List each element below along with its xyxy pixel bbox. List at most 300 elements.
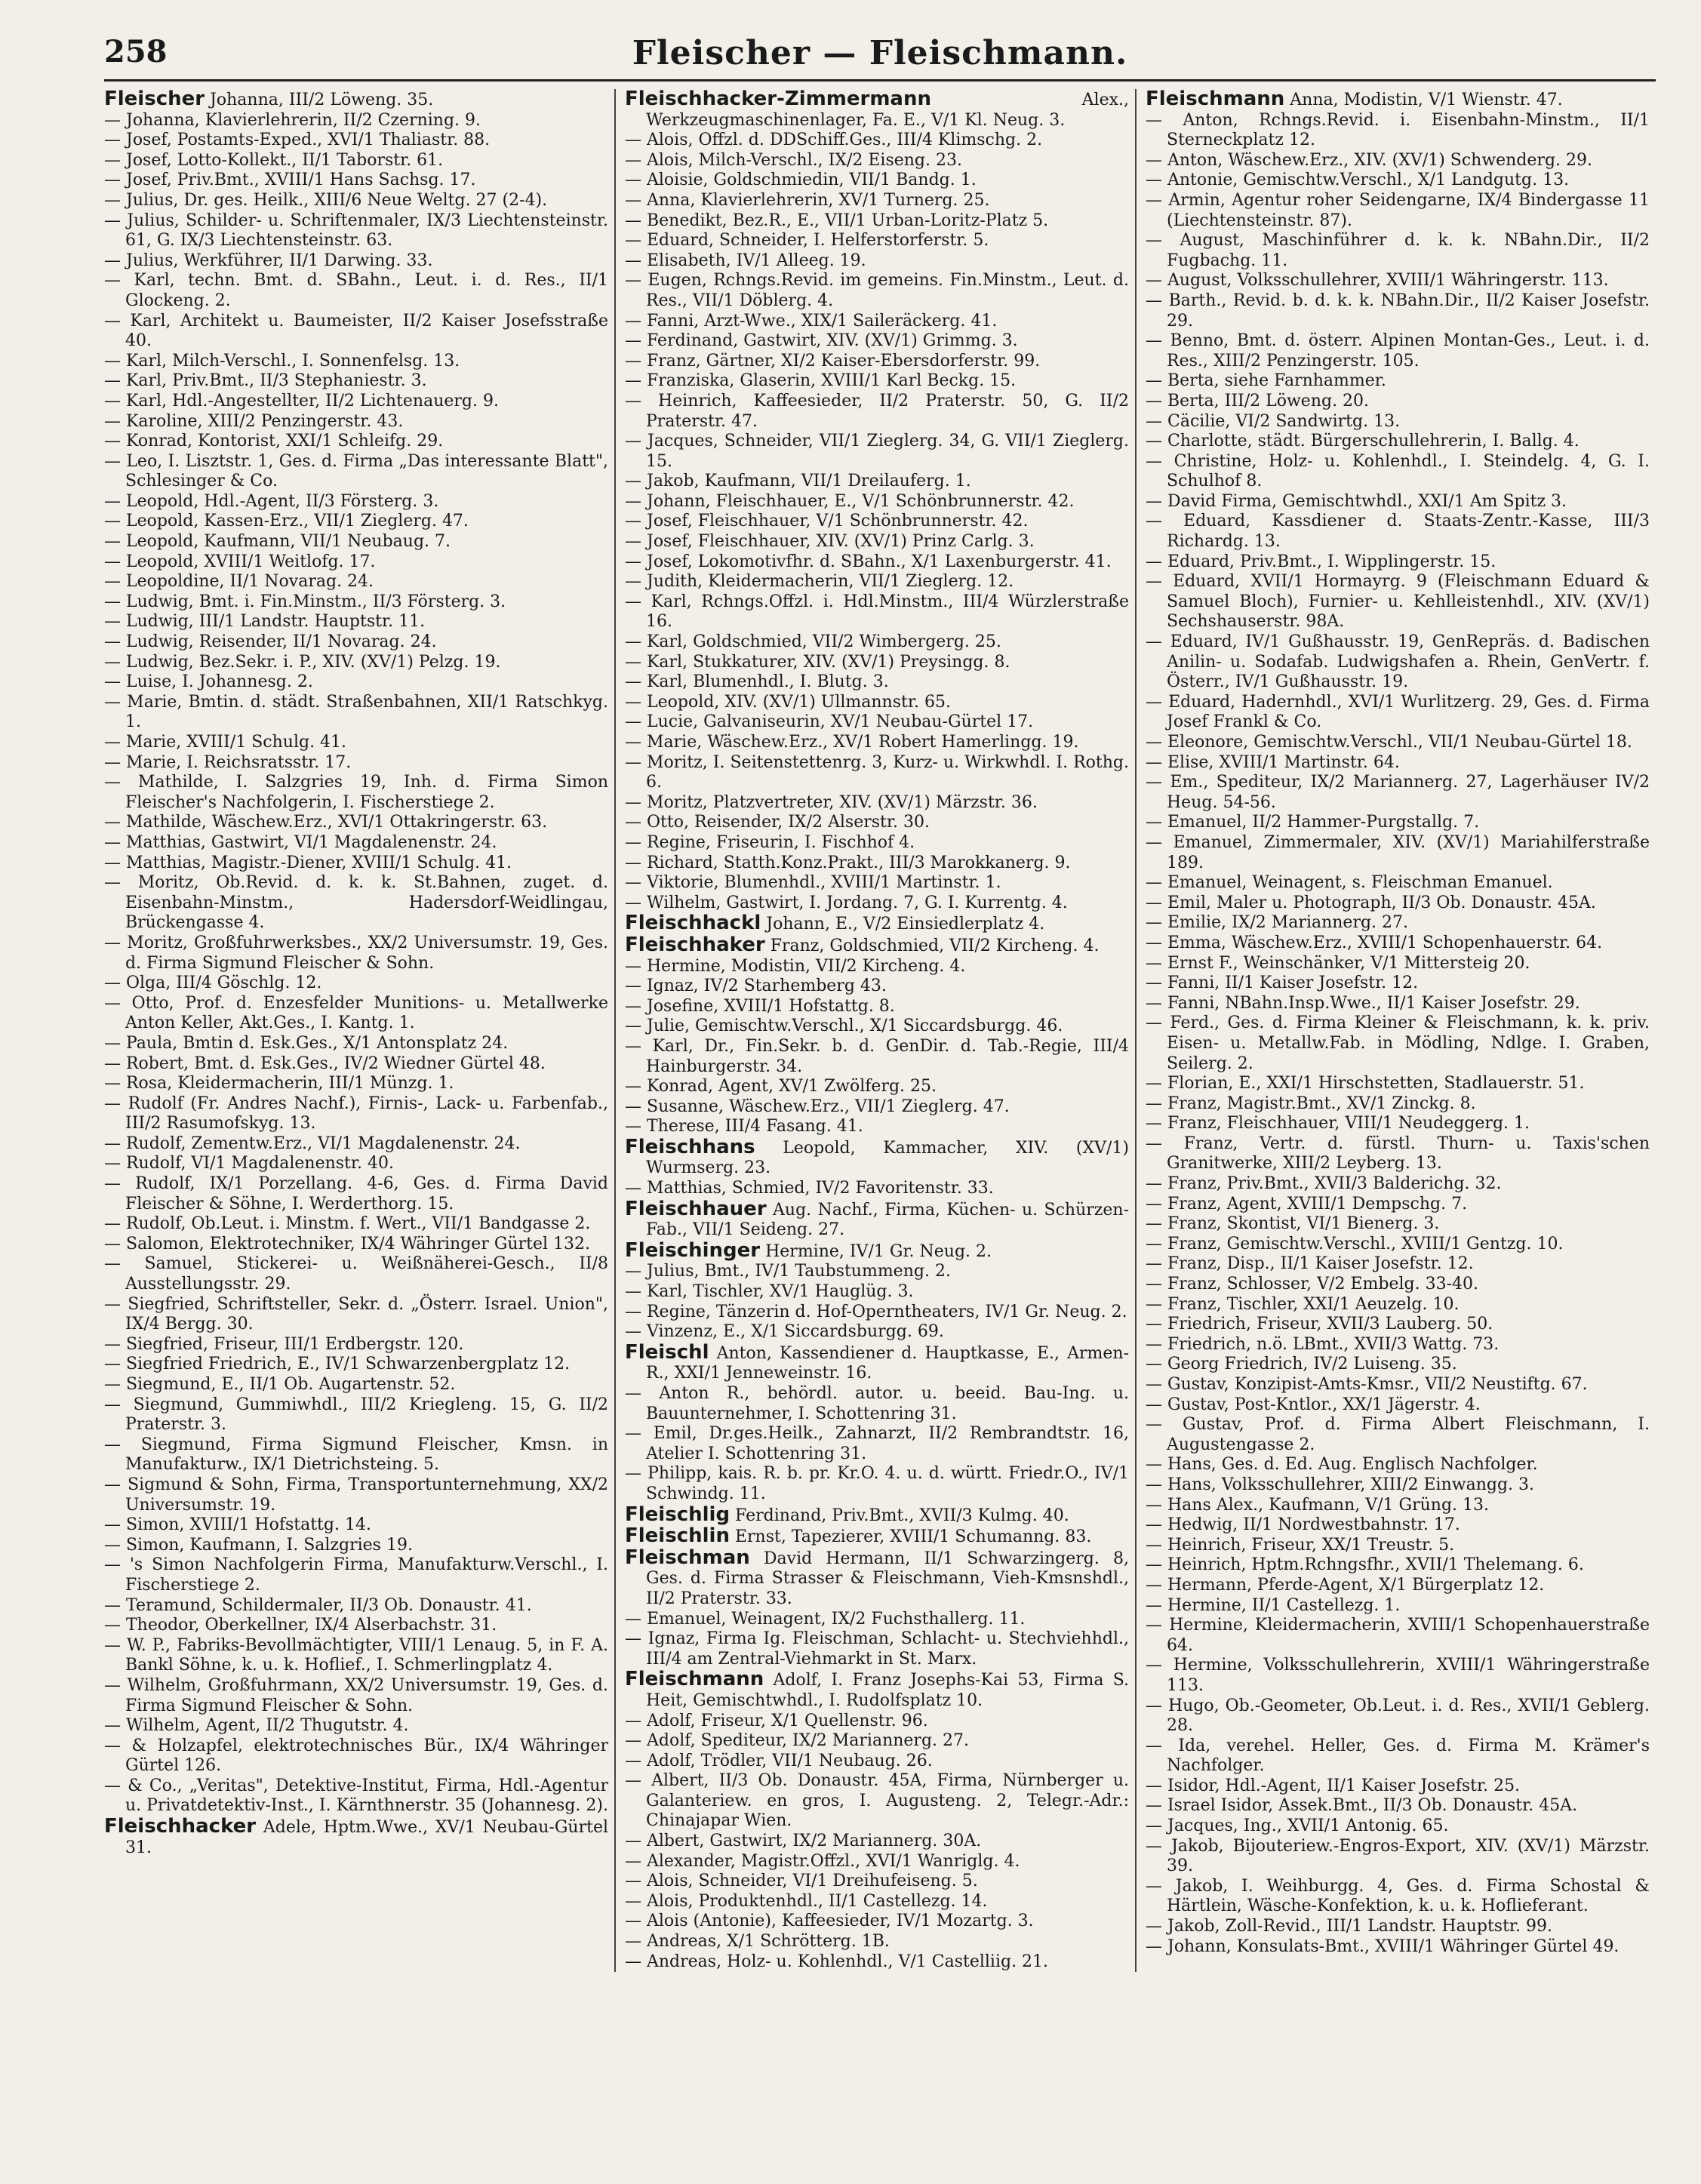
directory-entry (625, 1752, 1129, 1772)
entry-text: — Rosa, Kleidermacherin, III/1 Münzg. 1. (104, 1074, 454, 1094)
entry-text: Alex., Werkzeugmaschinenlager, Fa. E., V/1 Kl. Neug. 3. (646, 91, 1129, 130)
directory-entry (1146, 1475, 1650, 1496)
directory-entry (104, 1094, 608, 1134)
entry-text: — 's Simon Nachfolgerin Firma, Manufakturw.Verschl., I. Fischerstiege 2. (104, 1555, 608, 1595)
directory-entry (625, 592, 1129, 632)
directory-entry (104, 1816, 608, 1858)
directory-entry (1146, 572, 1650, 632)
entry-text: — Jakob, I. Weihburgg. 4, Ges. d. Firma Schostal & Härtlein, Wäsche-Konfektion, k. u. k. Hoflieferant. (1146, 1876, 1650, 1916)
entry-surname: Fleischhackl (625, 912, 761, 935)
entry-text: — Jakob, Kaufmann, VII/1 Dreilauferg. 1. (625, 472, 971, 491)
entry-text: Anton, Kassendiener d. Hauptkasse, E., Armen-R., XXI/1 Jenneweinstr. 16. (646, 1343, 1129, 1383)
directory-entry (625, 231, 1129, 251)
entry-surname: Fleischlin (625, 1524, 730, 1548)
entry-text: — Josefine, XVIII/1 Hofstattg. 8. (625, 996, 895, 1016)
entry-text: Ferdinand, Priv.Bmt., XVII/3 Kulmg. 40. (730, 1506, 1069, 1525)
entry-text: — Josef, Lokomotivfhr. d. SBahn., X/1 Laxenburgerstr. 41. (625, 552, 1112, 571)
entry-text: — Fanni, II/1 Kaiser Josefstr. 12. (1146, 974, 1419, 993)
entry-text: — Hermann, Pferde-Agent, X/1 Bürgerplatz 12. (1146, 1575, 1545, 1595)
entry-text: — Johanna, Klavierlehrerin, II/2 Czerning. 9. (104, 110, 481, 130)
entry-text: — Wilhelm, Großfuhrmann, XX/2 Universumstr. 19, Ges. d. Firma Sigmund Fleischer & Sohn. (104, 1675, 608, 1715)
entry-text: — Karl, Dr., Fin.Sekr. b. d. GenDir. d. Tab.-Regie, III/4 Hainburgerstr. 34. (625, 1036, 1129, 1076)
entry-text: — Siegmund, Firma Sigmund Fleischer, Kmsn. in Manufakturw., IX/1 Dietrichsteing. 5. (104, 1435, 608, 1475)
entry-text: — Salomon, Elektrotechniker, IX/4 Währinger Gürtel 132. (104, 1234, 590, 1253)
directory-entry (104, 934, 608, 974)
entry-text: — Julius, Werkführer, II/1 Darwing. 33. (104, 251, 433, 270)
entry-text: — Franz, Priv.Bmt., XVII/3 Balderichg. 32. (1146, 1174, 1502, 1194)
directory-entry (104, 1034, 608, 1054)
entry-text: — Karl, Priv.Bmt., II/3 Stephaniestr. 3. (104, 371, 427, 391)
directory-entry (104, 1536, 608, 1556)
entry-text: — Ludwig, Reisender, II/1 Novarag. 24. (104, 632, 437, 652)
directory-entry (625, 512, 1129, 532)
directory-entry (625, 1097, 1129, 1118)
directory-entry (104, 813, 608, 833)
entry-text: — August, Volksschullehrer, XVIII/1 Währingerstr. 113. (1146, 271, 1609, 291)
entry-text: — Hans, Volksschullehrer, XIII/2 Einwangg. 3. (1146, 1475, 1535, 1494)
entry-text: — Karl, Stukkaturer, XIV. (XV/1) Preysingg. 8. (625, 652, 1010, 672)
directory-entry (625, 371, 1129, 392)
directory-entry (625, 1669, 1129, 1711)
directory-entry (104, 632, 608, 653)
directory-entry (625, 894, 1129, 914)
directory-entry (1146, 1816, 1650, 1837)
entry-text: — Otto, Reisender, IX/2 Alserstr. 30. (625, 813, 930, 832)
directory-entry (625, 1526, 1129, 1548)
directory-entry (625, 833, 1129, 854)
entry-text: — Ernst F., Weinschänker, V/1 Mittersteig 20. (1146, 953, 1530, 973)
directory-entry (625, 211, 1129, 232)
directory-entry (1146, 913, 1650, 934)
entry-text: — Israel Isidor, Assek.Bmt., II/3 Ob. Donaustr. 45A. (1146, 1796, 1578, 1816)
entry-text: — Lucie, Galvaniseurin, XV/1 Neubau-Gürtel 17. (625, 712, 1034, 732)
directory-entry (625, 552, 1129, 573)
directory-entry (1146, 1596, 1650, 1616)
directory-entry (625, 131, 1129, 151)
entry-text: — Julie, Gemischtw.Verschl., X/1 Siccardsburgg. 46. (625, 1017, 1063, 1036)
directory-entry (104, 1174, 608, 1214)
directory-entry (625, 352, 1129, 372)
entry-text: — Susanne, Wäschew.Erz., VII/1 Zieglerg. 47. (625, 1097, 1010, 1116)
entry-text: — Friedrich, Friseur, XVII/3 Lauberg. 50. (1146, 1315, 1493, 1334)
directory-entry (625, 1852, 1129, 1872)
directory-entry (1146, 191, 1650, 231)
entry-text: — Paula, Bmtin d. Esk.Ges., X/1 Antonsplatz 24. (104, 1033, 509, 1053)
entry-text: — Ludwig, Bmt. i. Fin.Minstm., II/3 Försterg. 3. (104, 592, 506, 611)
directory-entry (104, 111, 608, 131)
entry-text: — Julius, Dr. ges. Heilk., XIII/6 Neue Weltg. 27 (2-4). (104, 190, 548, 210)
entry-text: — Leopold, Kaufmann, VII/1 Neubaug. 7. (104, 532, 451, 552)
directory-entry (104, 512, 608, 532)
entry-text: — Franz, Fleischhauer, VIII/1 Neudeggerg. 1. (1146, 1114, 1530, 1134)
directory-entry (625, 672, 1129, 693)
entry-text: — Matthias, Schmied, IV/2 Favoritenstr. 33. (625, 1179, 994, 1198)
entry-text: — Alexander, Magistr.Offzl., XVI/1 Wanriglg. 4. (625, 1851, 1020, 1871)
entry-text: — Anton, Wäschew.Erz., XIV. (XV/1) Schwenderg. 29. (1146, 150, 1593, 170)
directory-entry (104, 1596, 608, 1616)
directory-entry (104, 753, 608, 774)
entry-text: — & Co., „Veritas", Detektive-Institut, Firma, Hdl.-Agentur u. Privatdetektiv-Inst., I. Kärnthnerstr. 35 (Johannesg. 2). (104, 1776, 608, 1816)
entry-text: Franz, Goldschmied, VII/2 Kircheng. 4. (764, 936, 1100, 955)
directory-entry (1146, 1455, 1650, 1475)
directory-entry (1146, 1014, 1650, 1074)
directory-entry (1146, 1917, 1650, 1937)
entry-text: — Rudolf, Ob.Leut. i. Minstm. f. Wert., VII/1 Bandgasse 2. (104, 1214, 591, 1234)
entry-text: — Elise, XVIII/1 Martinstr. 64. (1146, 752, 1400, 772)
directory-entry (104, 552, 608, 573)
entry-text: — Eduard, IV/1 Gußhausstr. 19, GenRepräs. d. Badischen Anilin- u. Sodafab. Ludwigshafen a. Rhein, GenVertr. f. Österr., IV/1 Gußhausstr. 19. (1146, 632, 1650, 692)
entry-text: — Emil, Dr.ges.Heilk., Zahnarzt, II/2 Rembrandtstr. 16, Atelier I. Schottenring 31. (625, 1424, 1129, 1463)
entry-text: — Berta, III/2 Löweng. 20. (1146, 391, 1370, 411)
directory-entry (1146, 271, 1650, 291)
directory-entry (625, 1892, 1129, 1912)
directory-entry (1146, 1275, 1650, 1295)
directory-entry (625, 1932, 1129, 1952)
entry-text: — Adolf, Friseur, X/1 Quellenstr. 96. (625, 1711, 928, 1730)
entry-text: — Ignaz, Firma Ig. Fleischman, Schlacht- u. Stechviehhdl., III/4 am Zentral-Viehmarkt in St. Marx. (625, 1629, 1129, 1669)
entry-text: — Berta, siehe Farnhammer. (1146, 371, 1386, 391)
entry-text: — Rudolf, IX/1 Porzellang. 4-6, Ges. d. Firma David Fleischer & Söhne, I. Werderthorg. 15. (104, 1174, 608, 1214)
directory-entry (625, 693, 1129, 713)
entry-surname: Fleischmann (625, 1668, 764, 1691)
page-number: 258 (104, 34, 168, 69)
directory-entry (625, 1303, 1129, 1323)
directory-entry (1146, 693, 1650, 733)
entry-text: — Moritz, Platzvertreter, XIV. (XV/1) Märzstr. 36. (625, 792, 1038, 812)
directory-entry (104, 211, 608, 251)
directory-entry (625, 1505, 1129, 1527)
entry-text: — Franz, Magistr.Bmt., XV/1 Zinckg. 8. (1146, 1094, 1476, 1113)
directory-entry (1146, 1375, 1650, 1395)
directory-entry (625, 793, 1129, 814)
directory-entry (625, 753, 1129, 793)
directory-entry (104, 1716, 608, 1736)
directory-entry (1146, 873, 1650, 894)
entry-text: — Fanni, Arzt-Wwe., XIX/1 Saileräckerg. 41. (625, 311, 998, 331)
entry-text: — Franz, Tischler, XXI/1 Aeuzelg. 10. (1146, 1294, 1460, 1314)
directory-entry (625, 331, 1129, 352)
directory-entry (104, 392, 608, 412)
entry-text: — Josef, Priv.Bmt., XVIII/1 Hans Sachsg. 17. (104, 171, 476, 190)
entry-text: — Charlotte, städt. Bürgerschullehrerin, I. Ballg. 4. (1146, 432, 1580, 451)
entry-text: — Siegfried Friedrich, E., IV/1 Schwarzenbergplatz 12. (104, 1355, 571, 1374)
entry-text: — Leo, I. Lisztstr. 1, Ges. d. Firma „Das interessante Blatt", Schlesinger & Co. (104, 451, 608, 491)
directory-entry (625, 913, 1129, 935)
entry-text: — Samuel, Stickerei- u. Weißnäherei-Gesch., II/8 Ausstellungsstr. 29. (104, 1254, 608, 1294)
entry-text: — Heinrich, Hptm.Rchngsfhr., XVII/1 Thelemang. 6. (1146, 1555, 1584, 1575)
column-3 (1146, 89, 1656, 1972)
directory-entry (104, 1515, 608, 1536)
directory-entry (625, 1464, 1129, 1504)
entry-text: — Ignaz, IV/2 Starhemberg 43. (625, 977, 887, 996)
directory-entry (625, 1199, 1129, 1241)
entry-text: — Ferdinand, Gastwirt, XIV. (XV/1) Grimmg. 3. (625, 331, 1018, 351)
directory-entry (625, 977, 1129, 997)
entry-text: — Siegfried, Schriftsteller, Sekr. d. „Österr. Israel. Union", IX/4 Bergg. 30. (104, 1294, 608, 1334)
directory-entry (104, 1435, 608, 1475)
directory-entry (104, 833, 608, 854)
directory-entry (1146, 1195, 1650, 1215)
entry-text: — Franz, Disp., II/1 Kaiser Josefstr. 12. (1146, 1254, 1474, 1274)
directory-entry (104, 1676, 608, 1716)
directory-entry (1146, 1877, 1650, 1917)
entry-text: — Franz, Schlosser, V/2 Embelg. 33-40. (1146, 1275, 1478, 1294)
directory-entry (104, 131, 608, 151)
entry-text: — Mathilde, I. Salzgries 19, Inh. d. Firma Simon Fleischer's Nachfolgerin, I. Fischerstiege 2. (104, 773, 608, 812)
directory-entry (1146, 1796, 1650, 1816)
entry-surname: Fleischer (104, 89, 205, 110)
directory-entry (104, 1736, 608, 1776)
entry-text: — Judith, Kleidermacherin, VII/1 Zieglerg. 12. (625, 572, 1014, 592)
directory-entry (104, 672, 608, 693)
directory-entry (1146, 773, 1650, 813)
entry-text: — Elisabeth, IV/1 Alleeg. 19. (625, 251, 866, 270)
entry-text: — Florian, E., XXI/1 Hirschstetten, Stadlauerstr. 51. (1146, 1074, 1585, 1094)
directory-entry (1146, 753, 1650, 774)
directory-entry (1146, 89, 1650, 111)
entry-text: — Emanuel, II/2 Hammer-Purgstallg. 7. (1146, 813, 1480, 832)
entry-text: — Marie, Bmtin. d. städt. Straßenbahnen, XII/1 Ratschkyg. 1. (104, 692, 608, 732)
entry-text: — Hugo, Ob.-Geometer, Ob.Leut. i. d. Res., XVII/1 Geblerg. 28. (1146, 1696, 1650, 1736)
directory-entry (1146, 994, 1650, 1014)
entry-surname: Fleischinger (625, 1238, 761, 1262)
directory-entry (104, 1475, 608, 1515)
entry-text: — Josef, Postamts-Exped., XVI/1 Thaliastr. 88. (104, 131, 491, 150)
entry-text: — Regine, Tänzerin d. Hof-Operntheaters, IV/1 Gr. Neug. 2. (625, 1302, 1127, 1321)
entry-text: — Heinrich, Kaffeesieder, II/2 Praterstr. 50, G. II/2 Praterstr. 47. (625, 391, 1129, 431)
directory-entry (625, 1384, 1129, 1424)
directory-entry (1146, 452, 1650, 492)
directory-entry (625, 89, 1129, 131)
directory-entry (1146, 1937, 1650, 1958)
directory-entry (1146, 1837, 1650, 1877)
entry-text: — Albert, Gastwirt, IX/2 Mariannerg. 30A. (625, 1832, 982, 1851)
entry-text: — Alois, Schneider, VI/1 Dreihufeiseng. 5. (625, 1872, 978, 1891)
entry-text: — Wilhelm, Gastwirt, I. Jordang. 7, G. I. Kurrentg. 4. (625, 893, 1068, 912)
directory-entry (625, 1017, 1129, 1037)
entry-text: — Gustav, Konzipist-Amts-Kmsr., VII/2 Neustiftg. 67. (1146, 1375, 1588, 1394)
directory-entry (1146, 1576, 1650, 1596)
directory-entry (625, 1629, 1129, 1669)
entry-surname: Fleischman (625, 1546, 750, 1569)
directory-entry (1146, 1295, 1650, 1315)
directory-entry (104, 412, 608, 432)
directory-entry (104, 1154, 608, 1174)
entry-text: Aug. Nachf., Firma, Küchen- u. Schürzen-Fab., VII/1 Seideng. 27. (646, 1200, 1129, 1240)
entry-text: — Isidor, Hdl.-Agent, II/1 Kaiser Josefstr. 25. (1146, 1776, 1521, 1795)
entry-text: — Benedikt, Bez.R., E., VII/1 Urban-Loritz-Platz 5. (625, 211, 1049, 230)
directory-entry (1146, 371, 1650, 392)
entry-text: — Emanuel, Zimmermaler, XIV. (XV/1) Mariahilferstraße 189. (1146, 832, 1650, 872)
entry-text: — Anton R., behördl. autor. u. beeid. Bau-Ing. u. Bauunternehmer, I. Schottenring 31. (625, 1384, 1129, 1423)
entry-text: — Marie, XVIII/1 Schulg. 41. (104, 733, 347, 752)
directory-entry (104, 653, 608, 673)
entry-text: — Olga, III/4 Göschlg. 12. (104, 974, 322, 993)
directory-entry (625, 1771, 1129, 1832)
entry-text: — Alois, Produktenhdl., II/1 Castellezg. 14. (625, 1891, 988, 1911)
directory-entry (104, 1395, 608, 1435)
entry-text: — Leopold, Kassen-Erz., VII/1 Zieglerg. 47. (104, 512, 469, 531)
directory-entry (104, 693, 608, 733)
directory-entry (625, 653, 1129, 673)
entry-text: — Josef, Fleischhauer, XIV. (XV/1) Prinz Carlg. 3. (625, 532, 1035, 552)
entry-text: — Eleonore, Gemischtw.Verschl., VII/1 Neubau-Gürtel 18. (1146, 733, 1632, 752)
entry-text: — Karoline, XIII/2 Penzingerstr. 43. (104, 411, 404, 431)
directory-entry (625, 712, 1129, 733)
directory-entry (625, 171, 1129, 191)
directory-entry (625, 813, 1129, 833)
directory-entry (104, 452, 608, 492)
directory-entry (625, 997, 1129, 1017)
directory-entry (1146, 1315, 1650, 1335)
entry-text: — Leopoldine, II/1 Novarag. 24. (104, 572, 374, 592)
entry-text: Johanna, III/2 Löweng. 35. (205, 91, 434, 109)
entry-text: — Josef, Lotto-Kollekt., II/1 Taborstr. 61. (104, 150, 444, 170)
directory-entry (625, 1179, 1129, 1199)
directory-entry (1146, 1555, 1650, 1576)
directory-entry (104, 432, 608, 452)
entry-text: — Alois, Offzl. d. DDSchiff.Ges., III/4 Klimschg. 2. (625, 131, 1043, 150)
entry-text: — Viktorie, Blumenhdl., XVIII/1 Martinstr. 1. (625, 873, 1001, 893)
entry-text: — Simon, XVIII/1 Hofstattg. 14. (104, 1515, 371, 1535)
entry-text: — Alois (Antonie), Kaffeesieder, IV/1 Mozartg. 3. (625, 1912, 1034, 1931)
entry-text: — Rudolf, VI/1 Magdalenenstr. 40. (104, 1154, 394, 1174)
entry-surname: Fleischhauer (625, 1197, 767, 1220)
directory-entry (104, 572, 608, 592)
directory-entry (1146, 1496, 1650, 1516)
entry-text: — August, Maschinführer d. k. k. NBahn.Dir., II/2 Fugbachg. 11. (1146, 231, 1650, 270)
entry-text: — Luise, I. Johannesg. 2. (104, 672, 313, 692)
entry-text: — Gustav, Post-Kntlor., XX/1 Jägerstr. 4. (1146, 1395, 1481, 1414)
directory-entry (1146, 291, 1650, 331)
directory-entry (1146, 1736, 1650, 1776)
entry-text: Adele, Hptm.Wwe., XV/1 Neubau-Gürtel 31. (125, 1818, 608, 1857)
entry-text: — Philipp, kais. R. b. pr. Kr.O. 4. u. d. württ. Friedr.O., IV/1 Schwindg. 11. (625, 1464, 1129, 1503)
directory-entry (104, 1636, 608, 1676)
entry-text: — Sigmund & Sohn, Firma, Transportunternehmung, XX/2 Universumstr. 19. (104, 1475, 608, 1515)
entry-text: — Regine, Friseurin, I. Fischhof 4. (625, 832, 915, 852)
directory-entry (625, 472, 1129, 492)
directory-entry (625, 1548, 1129, 1610)
entry-text: Adolf, I. Franz Josephs-Kai 53, Firma S. Heit, Gemischtwhdl., I. Rudolfsplatz 10. (646, 1671, 1129, 1710)
directory-entry (104, 1335, 608, 1355)
entry-text: — Karl, Blumenhdl., I. Blutg. 3. (625, 672, 889, 692)
entry-text: — Emanuel, Weinagent, IX/2 Fuchsthallerg. 11. (625, 1609, 1026, 1629)
entry-text: — Johann, Konsulats-Bmt., XVIII/1 Währinger Gürtel 49. (1146, 1936, 1619, 1956)
entry-text: — Karl, techn. Bmt. d. SBahn., Leut. i. d. Res., II/1 Glockeng. 2. (104, 271, 608, 310)
entry-text: — Armin, Agentur roher Seidengarne, IX/4 Bindergasse 11 (Liechtensteinstr. 87). (1146, 190, 1650, 230)
directory-entry (1146, 733, 1650, 753)
directory-entry (104, 1054, 608, 1075)
entry-text: — Hans Alex., Kaufmann, V/1 Grüng. 13. (1146, 1495, 1490, 1515)
entry-text: — Franz, Vertr. d. fürstl. Thurn- u. Taxis'schen Granitwerke, XIII/2 Leyberg. 13. (1146, 1134, 1650, 1174)
entry-text: — Karl, Tischler, XV/1 Hauglüg. 3. (625, 1282, 914, 1302)
directory-entry (104, 151, 608, 171)
entry-surname: Fleischhaker (625, 933, 765, 956)
directory-entry (625, 1424, 1129, 1464)
directory-entry (1146, 231, 1650, 271)
directory-entry (104, 492, 608, 512)
entry-text: — Eduard, Kassdiener d. Staats-Zentr.-Kasse, III/3 Richardg. 13. (1146, 512, 1650, 552)
entry-text: — Ludwig, Bez.Sekr. i. P., XIV. (XV/1) Pelzg. 19. (104, 652, 501, 672)
entry-text: — Jacques, Ing., XVII/1 Antonig. 65. (1146, 1816, 1449, 1836)
entry-text: — Josef, Fleischhauer, V/1 Schönbrunnerstr. 42. (625, 512, 1029, 531)
entry-text: — Konrad, Agent, XV/1 Zwölferg. 25. (625, 1077, 937, 1097)
directory-entry (104, 612, 608, 632)
directory-entry (625, 432, 1129, 472)
directory-entry (1146, 1074, 1650, 1094)
directory-entry (1146, 1174, 1650, 1195)
directory-entry (1146, 492, 1650, 512)
entry-text: — Christine, Holz- u. Kohlenhdl., I. Steindelg. 4, G. I. Schulhof 8. (1146, 451, 1650, 491)
directory-entry (1146, 1515, 1650, 1536)
entry-text: — Adolf, Spediteur, IX/2 Mariannerg. 27. (625, 1731, 969, 1751)
entry-text: — & Holzapfel, elektrotechnisches Bür., IX/4 Währinger Gürtel 126. (104, 1736, 608, 1776)
entry-text: — Anna, Klavierlehrerin, XV/1 Turnerg. 25. (625, 190, 990, 210)
entry-text: — Franz, Gemischtw.Verschl., XVIII/1 Gentzg. 10. (1146, 1234, 1564, 1253)
entry-text: — Andreas, X/1 Schrötterg. 1B. (625, 1932, 890, 1952)
directory-entry (104, 312, 608, 352)
directory-entry (625, 1731, 1129, 1752)
entry-text: David Hermann, II/1 Schwarzingerg. 8, Ges. d. Firma Strasser & Fleischmann, Vieh-Kmsnshdl., II/2 Praterstr. 33. (646, 1549, 1129, 1608)
directory-entry (1146, 1134, 1650, 1174)
directory-entry (1146, 1616, 1650, 1656)
directory-entry (104, 191, 608, 211)
directory-entry (104, 1295, 608, 1335)
directory-entry (104, 371, 608, 392)
entry-text: — Franziska, Glaserin, XVIII/1 Karl Beckg. 15. (625, 371, 1017, 391)
entry-text: — Albert, II/3 Ob. Donaustr. 45A, Firma, Nürnberger u. Galanteriew. en gros, I. Augusteng. 2, Telegr.-Adr.: Chinajapar Wien. (625, 1771, 1129, 1831)
directory-entry (1146, 1114, 1650, 1134)
page-header (104, 34, 1656, 82)
entry-surname: Fleischhacker-Zimmermann (625, 89, 931, 110)
entry-text: Ernst, Tapezierer, XVIII/1 Schumanng. 83. (729, 1527, 1092, 1547)
directory-entry (104, 1074, 608, 1094)
directory-entry (104, 1776, 608, 1816)
entry-text: — Eduard, XVII/1 Hormayrg. 9 (Fleischmann Eduard & Samuel Bloch), Furnier- u. Kehlleistenhdl., XIV. (XV/1) Sechshauserstr. 98A. (1146, 572, 1650, 632)
entry-text: — Hermine, Kleidermacherin, XVIII/1 Schopenhauerstraße 64. (1146, 1616, 1650, 1655)
entry-text: — Friedrich, n.ö. LBmt., XVII/3 Wattg. 73. (1146, 1334, 1500, 1354)
entry-text: — David Firma, Gemischtwhdl., XXI/1 Am Spitz 3. (1146, 491, 1567, 511)
directory-entry (104, 974, 608, 994)
entry-text: — Gustav, Prof. d. Firma Albert Fleischmann, I. Augustengasse 2. (1146, 1415, 1650, 1454)
entry-surname: Fleischmann (1146, 89, 1285, 110)
entry-text: — Emilie, IX/2 Mariannerg. 27. (1146, 913, 1409, 933)
entry-text: — Antonie, Gemischtw.Verschl., X/1 Landgutg. 13. (1146, 171, 1570, 190)
directory-entry (1146, 934, 1650, 954)
entry-text: — Marie, Wäschew.Erz., XV/1 Robert Hamerlingg. 19. (625, 733, 1079, 752)
entry-text: — Konrad, Kontorist, XXI/1 Schleifg. 29. (104, 432, 444, 451)
entry-text: — Rudolf (Fr. Andres Nachf.), Firnis-, Lack- u. Farbenfab., III/2 Rasumofskyg. 13. (104, 1094, 608, 1134)
entry-text: — Julius, Schilder- u. Schriftenmaler, IX/3 Liechtensteinstr. 61, G. IX/3 Liechtensteinstr. 63. (104, 211, 608, 251)
entry-text: — Cäcilie, VI/2 Sandwirtg. 13. (1146, 411, 1401, 431)
directory-entry (625, 1117, 1129, 1137)
entry-text: — Ferd., Ges. d. Firma Kleiner & Fleischmann, k. k. priv. Eisen- u. Metallw.Fab. in Mödling, Ndlge. I. Graben, Seilerg. 2. (1146, 1014, 1650, 1073)
directory-entry (104, 1254, 608, 1294)
directory-entry (104, 1555, 608, 1595)
entry-text: — Moritz, I. Seitenstettenrg. 3, Kurz- u. Wirkwhdl. I. Rothg. 6. (625, 752, 1129, 792)
entry-text: — Johann, Fleischhauer, E., V/1 Schönbrunnerstr. 42. (625, 491, 1075, 511)
directory-entry (104, 171, 608, 191)
directory-entry (104, 1235, 608, 1255)
entry-text: — Benno, Bmt. d. österr. Alpinen Montan-Ges., Leut. i. d. Res., XIII/2 Penzingerstr. 105. (1146, 331, 1650, 371)
entry-text: — Eugen, Rchngs.Revid. im gemeins. Fin.Minstm., Leut. d. Res., VII/1 Döblerg. 4. (625, 271, 1129, 310)
directory-entry (625, 151, 1129, 171)
directory-entry (625, 1137, 1129, 1179)
directory-entry (1146, 1094, 1650, 1115)
entry-text: — Therese, III/4 Fasang. 41. (625, 1117, 863, 1137)
directory-entry (1146, 632, 1650, 693)
